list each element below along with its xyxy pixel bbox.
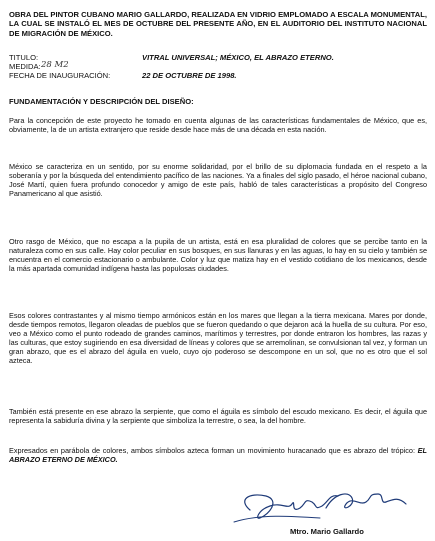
title-label: TITULO: bbox=[9, 53, 39, 62]
signer-name: Mtro. Mario Gallardo bbox=[290, 527, 364, 536]
handwritten-signature bbox=[230, 488, 410, 526]
closing-paragraph bbox=[9, 446, 427, 464]
section-title: FUNDAMENTACIÓN Y DESCRIPCIÓN DEL DISEÑO: bbox=[9, 97, 194, 106]
paragraph-1: Para la concepción de este proyecto he tomado en cuenta algunas de las características fundamentales de México, que es, obviamente, la de un artista extranjero que reside desde hace más de una década en esta nación. bbox=[9, 116, 427, 135]
date-value: 22 DE OCTUBRE DE 1998. bbox=[142, 71, 237, 80]
size-label: MEDIDA: bbox=[9, 62, 41, 71]
size-value: 28 M2 bbox=[41, 60, 69, 70]
paragraph-4: Esos colores contrastantes y al mismo tiempo armónicos están en los mares que llegan a la tierra mexicana. Mares por donde, desde tiempos remotos, llegaron oleadas de pueblos que se fueron quedando o que dejaron acá la huella de su cultura. Por eso, veo a México como el punto rodeado de grandes caminos, marítimos y terrestres, por donde entraron los hombres, las razas y las culturas, que estoy sugiriendo en esa diversidad de líneas y colores que se arremolinan, se convulsionan tal vez, y forman un gran abrazo, que es el abrazo del águila en vuelo, cuyo ojo poderoso se descompone en un sol, que no es otro que el sol azteca. bbox=[9, 311, 427, 366]
date-label: FECHA DE INAUGURACIÓN: bbox=[9, 71, 111, 80]
closing-emphasis: EL ABRAZO ETERNO DE MÉXICO. bbox=[9, 446, 427, 465]
paragraph-2: México se caracteriza en un sentido, por su enorme solidaridad, por el brillo de su diplomacia fundada en el respeto a la soberanía y por la búsqueda del entendimiento pacífico de las naciones. Ya a finales del siglo pasado, el héroe nacional cubano, José Martí, quien fuera profundo conocedor y amigo de este país, habló de tales características a propósito del Congreso Panamericano al que asistió. bbox=[9, 162, 427, 199]
closing-text: Expresados en parábola de colores, ambos símbolos azteca forman un movimiento huracanado que es abrazo del trópico: bbox=[9, 446, 418, 455]
title-value: VITRAL UNIVERSAL; MÉXICO, EL ABRAZO ETERNO. bbox=[142, 53, 334, 62]
paragraph-5: También está presente en ese abrazo la serpiente, que como el águila es símbolo del escudo mexicano. Es decir, el águila que representa la sabiduría divina y la serpiente que simboliza la terrestre, o sea, la del hombre. bbox=[9, 407, 427, 426]
document-header: OBRA DEL PINTOR CUBANO MARIO GALLARDO, REALIZADA EN VIDRIO EMPLOMADO A ESCALA MONUMENTAL, LA CUAL SE INSTALÓ EL MES DE OCTUBRE DEL PRESENTE AÑO, EN EL AUDITORIO DEL INSTITUTO NACIONAL DE MIGRACIÓN DE MÉXICO. bbox=[9, 10, 427, 38]
paragraph-3: Otro rasgo de México, que no escapa a la pupila de un artista, está en esa pluralidad de colores que se percibe tanto en la naturaleza como en sus calle. Hay color peculiar en sus bosques, en sus llanuras y en las aguas, lo hay en su cielo y también se encuentra en el comercio estacionario o ambulante. Color y luz que matiza hay en el vestido cotidiano de los mexicanos, desde la más apartada comunidad indígena hasta las populosas ciudades. bbox=[9, 237, 427, 274]
